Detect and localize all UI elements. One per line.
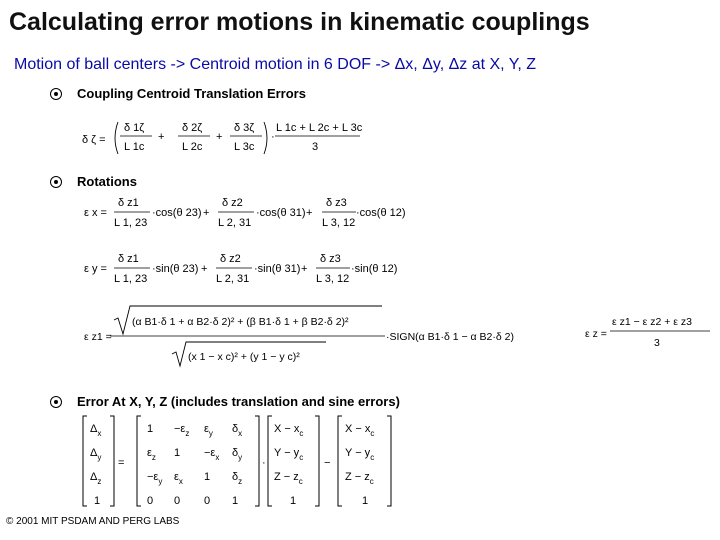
matrix-equation <box>83 416 391 507</box>
ez1-lhs: ε z1 = <box>84 331 112 343</box>
translation-t3-num: δ 3ζ <box>234 122 255 134</box>
matrix-cell-r3-c1: 0 <box>174 495 181 507</box>
translation-tail-num: L 1c + L 2c + L 3c <box>276 122 363 134</box>
ey-t3-num: δ z3 <box>320 253 341 265</box>
position-vector-cell-1: $Y - y_c$ <box>274 447 304 462</box>
ey-t1-num: δ z1 <box>118 253 139 265</box>
svg-text:·: · <box>271 131 275 143</box>
ez-lhs: ε z = <box>585 328 607 340</box>
lhs-1: $\Delta_y$ <box>90 447 102 462</box>
bullet-rotations-label: Rotations <box>77 174 137 189</box>
matrix-cell-r3-c0: 0 <box>147 495 154 507</box>
matrix-cell-r1-c0: $\varepsilon_z$ <box>147 447 156 462</box>
ez1-num: (α B1·δ 1 + α B2·δ 2)² + (β B1·δ 1 + β B2·δ 2)² <box>132 316 349 328</box>
slide-subtitle: Motion of ball centers -> Centroid motion in 6 DOF -> Δx, Δy, Δz at X, Y, Z <box>14 56 537 73</box>
epsilon-x-equation <box>84 197 406 229</box>
ey-t3-fn: ·sin(θ 12) <box>351 263 398 275</box>
ey-t3-den: L 3, 12 <box>316 273 350 285</box>
centroid-vector-cell-1: $Y - y_c$ <box>345 447 375 462</box>
translation-lhs: δ ζ = <box>82 134 106 146</box>
translation-equation <box>82 122 363 154</box>
ex-t1-num: δ z1 <box>118 197 139 209</box>
matrix-equals: = <box>118 457 125 469</box>
matrix-cell-r1-c1: 1 <box>174 447 181 459</box>
ex-t3-num: δ z3 <box>326 197 347 209</box>
matrix-cell-r0-c0: 1 <box>147 423 154 435</box>
bullet-translation-label: Coupling Centroid Translation Errors <box>77 86 306 101</box>
epsilon-y-equation <box>84 253 397 285</box>
matrix-cell-r0-c2: $\varepsilon_y$ <box>204 423 213 438</box>
centroid-vector-cell-2: $Z - z_c$ <box>345 471 374 486</box>
translation-plus-2: + <box>216 131 223 143</box>
ex-t2-num: δ z2 <box>222 197 243 209</box>
lhs-0: $\Delta_x$ <box>90 423 102 438</box>
ex-t2-fn: ·cos(θ 31) <box>256 207 306 219</box>
matrix-cell-r2-c3: $\delta_z$ <box>232 471 243 486</box>
bullet-error-xyz-label: Error At X, Y, Z (includes translation and sine errors) <box>77 394 400 409</box>
ex-t2-den: L 2, 31 <box>218 217 252 229</box>
lhs-2: $\Delta_z$ <box>90 471 102 486</box>
ey-t2-den: L 2, 31 <box>216 273 250 285</box>
matrix-cell-r0-c1: $-\varepsilon_z$ <box>174 423 190 438</box>
slide-title: Calculating error motions in kinematic couplings <box>9 8 590 36</box>
position-vector <box>274 423 303 507</box>
ey-t1-fn: ·sin(θ 23) <box>152 263 199 275</box>
ey-plus-2: + <box>301 263 308 275</box>
matrix-cell-r1-c2: $-\varepsilon_x$ <box>204 447 220 462</box>
ey-t2-num: δ z2 <box>220 253 241 265</box>
ez-den: 3 <box>654 337 660 349</box>
ex-plus-2: + <box>306 207 313 219</box>
centroid-vector <box>345 423 374 507</box>
translation-t3-den: L 3c <box>234 141 255 153</box>
ey-plus-1: + <box>201 263 208 275</box>
position-vector-cell-2: $Z - z_c$ <box>274 471 303 486</box>
matrix-cell-r0-c3: $\delta_x$ <box>232 423 243 438</box>
matrix-cell-r3-c3: 1 <box>232 495 239 507</box>
matrix-cell-r2-c2: 1 <box>204 471 211 483</box>
ey-t1-den: L 1, 23 <box>114 273 148 285</box>
matrix-cell-r2-c0: $-\varepsilon_y$ <box>147 471 163 486</box>
translation-t2-den: L 2c <box>182 141 203 153</box>
centroid-vector-cell-0: $X - x_c$ <box>345 423 375 438</box>
ey-t2-fn: ·sin(θ 31) <box>254 263 301 275</box>
ex-t1-den: L 1, 23 <box>114 217 148 229</box>
ey-lhs: ε y = <box>84 263 107 275</box>
matrix-cell-r1-c3: $\delta_y$ <box>232 447 243 462</box>
ex-t3-fn: ·cos(θ 12) <box>356 207 406 219</box>
epsilon-z-equation <box>585 316 710 349</box>
matrix-cell-r2-c1: $\varepsilon_x$ <box>174 471 183 486</box>
lhs-vector <box>90 423 101 507</box>
ex-t1-fn: ·cos(θ 23) <box>152 207 202 219</box>
centroid-vector-cell-3: 1 <box>362 495 369 507</box>
ez-num: ε z1 − ε z2 + ε z3 <box>612 316 692 328</box>
translation-t2-num: δ 2ζ <box>182 122 203 134</box>
translation-plus-1: + <box>158 131 165 143</box>
position-vector-cell-3: 1 <box>290 495 297 507</box>
ez1-den: (x 1 − x c)² + (y 1 − y c)² <box>188 351 300 363</box>
matrix-cell-r3-c2: 0 <box>204 495 211 507</box>
translation-t1-den: L 1c <box>124 141 145 153</box>
matrix-dot: · <box>262 457 266 469</box>
lhs-3: 1 <box>94 495 101 507</box>
ex-t3-den: L 3, 12 <box>322 217 356 229</box>
translation-t1-num: δ 1ζ <box>124 122 145 134</box>
ex-lhs: ε x = <box>84 207 107 219</box>
ex-plus-1: + <box>203 207 210 219</box>
translation-tail-den: 3 <box>312 141 319 153</box>
position-vector-cell-0: $X - x_c$ <box>274 423 304 438</box>
matrix-minus: − <box>324 457 331 469</box>
ez1-tail: ·SIGN(α B1·δ 1 − α B2·δ 2) <box>386 331 514 343</box>
transform-matrix <box>147 423 242 507</box>
copyright-footer: © 2001 MIT PSDAM AND PERG LABS <box>6 516 180 527</box>
epsilon-z1-equation <box>84 306 514 366</box>
